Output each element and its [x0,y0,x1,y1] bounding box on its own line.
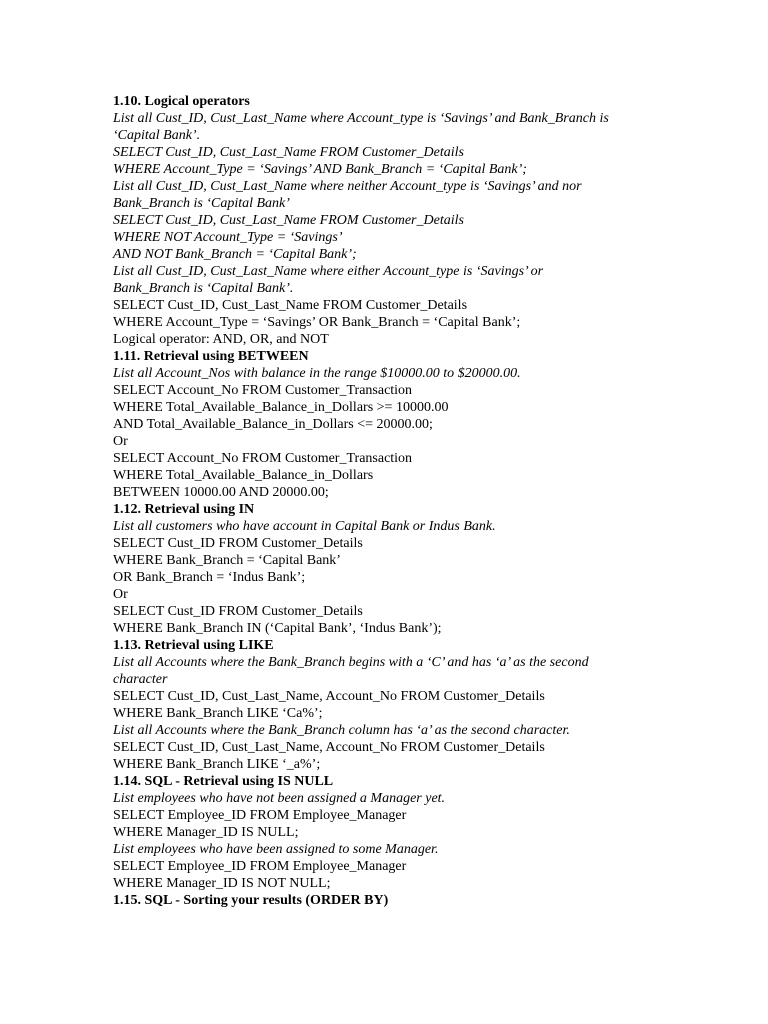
code-line: WHERE Bank_Branch LIKE ‘Ca%’; [113,706,323,721]
code-line: SELECT Cust_ID FROM Customer_Details [113,604,363,619]
code-line: Or [113,587,128,602]
code-line: Or [113,434,128,449]
code-line: WHERE Account_Type = ‘Savings’ OR Bank_Branch = ‘Capital Bank’; [113,315,521,330]
instruction-line: WHERE Account_Type = ‘Savings’ AND Bank_Branch = ‘Capital Bank’; [113,162,527,177]
instruction-line: List employees who have been assigned to some Manager. [113,842,439,857]
code-line: SELECT Cust_ID, Cust_Last_Name, Account_No FROM Customer_Details [113,740,545,755]
code-line: WHERE Manager_ID IS NOT NULL; [113,876,331,891]
code-line: WHERE Total_Available_Balance_in_Dollars >= 10000.00 [113,400,449,415]
instruction-line: SELECT Cust_ID, Cust_Last_Name FROM Customer_Details [113,145,464,160]
code-line: SELECT Cust_ID, Cust_Last_Name FROM Customer_Details [113,298,468,313]
code-line: AND Total_Available_Balance_in_Dollars <= 20000.00; [113,417,433,432]
instruction-line: List employees who have not been assigned a Manager yet. [113,791,446,806]
code-line: Logical operator: AND, OR, and NOT [113,332,329,347]
code-line: WHERE Bank_Branch = ‘Capital Bank’ [113,553,341,568]
section-heading: 1.13. Retrieval using LIKE [113,638,274,653]
code-line: SELECT Cust_ID, Cust_Last_Name, Account_No FROM Customer_Details [113,689,545,704]
code-line: SELECT Cust_ID FROM Customer_Details [113,536,363,551]
instruction-line: List all Cust_ID, Cust_Last_Name where neither Account_type is ‘Savings’ and nor Bank_Branch is ‘Capital Bank’ [113,179,582,211]
instruction-line: List all Cust_ID, Cust_Last_Name where either Account_type is ‘Savings’ or Bank_Branch is ‘Capital Bank’. [113,264,544,296]
section-heading: 1.12. Retrieval using IN [113,502,255,517]
instruction-line: List all Accounts where the Bank_Branch column has ‘a’ as the second character. [113,723,570,738]
code-line: BETWEEN 10000.00 AND 20000.00; [113,485,329,500]
code-line: SELECT Account_No FROM Customer_Transaction [113,383,413,398]
code-line: OR Bank_Branch = ‘Indus Bank’; [113,570,306,585]
code-line: SELECT Account_No FROM Customer_Transaction [113,451,413,466]
code-line: WHERE Bank_Branch LIKE ‘_a%’; [113,757,321,772]
instruction-line: SELECT Cust_ID, Cust_Last_Name FROM Customer_Details [113,213,464,228]
code-line: WHERE Bank_Branch IN (‘Capital Bank’, ‘Indus Bank’); [113,621,442,636]
section-heading: 1.15. SQL - Sorting your results (ORDER BY) [113,893,389,908]
code-line: WHERE Manager_ID IS NULL; [113,825,299,840]
instruction-line: List all Cust_ID, Cust_Last_Name where Account_type is ‘Savings’ and Bank_Branch is ‘Capital Bank’. [113,111,609,143]
code-line: WHERE Total_Available_Balance_in_Dollars [113,468,374,483]
instruction-line: List all customers who have account in Capital Bank or Indus Bank. [113,519,496,534]
code-line: SELECT Employee_ID FROM Employee_Manager [113,808,407,823]
section-heading: 1.11. Retrieval using BETWEEN [113,349,309,364]
instruction-line: WHERE NOT Account_Type = ‘Savings’ [113,230,343,245]
section-heading: 1.10. Logical operators [113,94,250,109]
code-line: SELECT Employee_ID FROM Employee_Manager [113,859,407,874]
section-heading: 1.14. SQL - Retrieval using IS NULL [113,774,334,789]
instruction-line: List all Account_Nos with balance in the range $10000.00 to $20000.00. [113,366,521,381]
instruction-line: List all Accounts where the Bank_Branch begins with a ‘C’ and has ‘a’ as the second character [113,655,589,687]
instruction-line: AND NOT Bank_Branch = ‘Capital Bank’; [113,247,357,262]
document-body [113,93,733,909]
